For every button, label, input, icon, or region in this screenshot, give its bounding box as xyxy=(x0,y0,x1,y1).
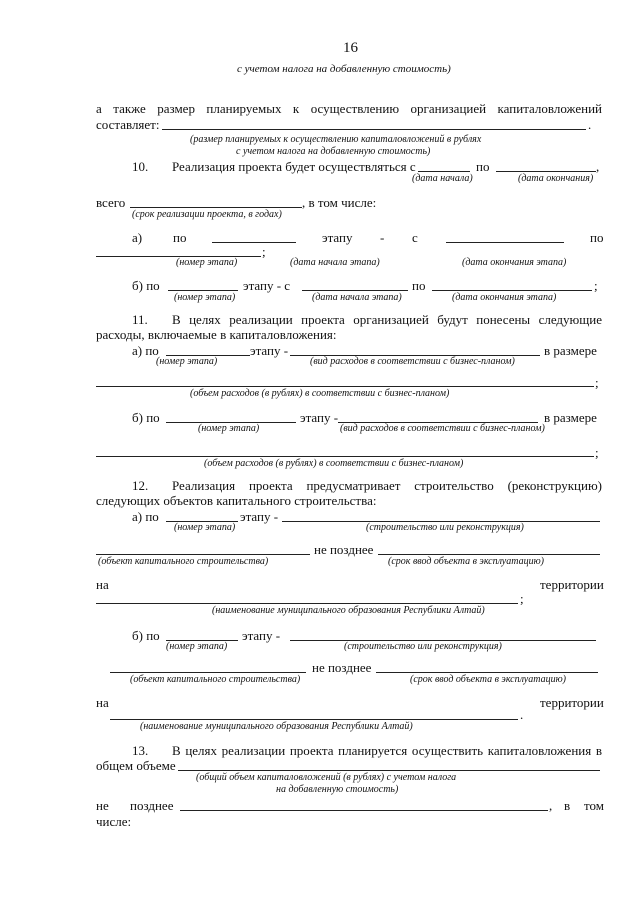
p13-tom: том xyxy=(584,798,604,813)
p10-a-po: по xyxy=(173,230,187,245)
p12-b-period: . xyxy=(520,707,524,722)
p13-v: в xyxy=(564,798,571,813)
page-subtitle: с учетом налога на добавленную стоимость) xyxy=(237,63,451,75)
object-b-municipality-field[interactable] xyxy=(110,719,518,720)
caption-stage-start: (дата начала этапа) xyxy=(290,257,380,268)
caption-expense-b-kind: (вид расходов в соответствии с бизнес-планом) xyxy=(340,423,545,434)
p10-a-po2: по xyxy=(590,230,604,245)
p11-a-etapu: этапу - xyxy=(250,343,289,358)
p11-number: 11. xyxy=(132,312,148,327)
expense-a-volume-field[interactable] xyxy=(96,386,594,387)
caption-object-b-stage: (номер этапа) xyxy=(166,641,228,652)
caption-stage-end: (дата окончания этапа) xyxy=(462,257,567,268)
p12-b-ne-pozdnee: не позднее xyxy=(312,660,372,675)
p12-a-label: а) по xyxy=(132,509,159,524)
object-a-name-field[interactable] xyxy=(96,554,310,555)
capital-deadline-field[interactable] xyxy=(180,810,548,811)
p10-a-dash: - xyxy=(380,230,385,245)
p11-a-label: а) по xyxy=(132,343,159,358)
caption-capital-amount-2: с учетом налога на добавленную стоимость) xyxy=(236,146,431,157)
p10-b-po: по xyxy=(412,278,426,293)
p10-vsego-tail: , в том числе: xyxy=(302,195,377,210)
p11-b-semicolon: ; xyxy=(595,445,599,460)
p10-b-label: б) по xyxy=(132,278,160,293)
expense-b-volume-field[interactable] xyxy=(96,456,594,457)
p12-a-ne-pozdnee: не позднее xyxy=(314,542,374,557)
caption-project-term: (срок реализации проекта, в годах) xyxy=(132,209,282,220)
p11-b-label: б) по xyxy=(132,410,160,425)
p11-a-semicolon: ; xyxy=(595,375,599,390)
caption-object-a-stage: (номер этапа) xyxy=(174,522,236,533)
p11-b-etapu: этапу - xyxy=(300,410,339,425)
p12-b-na: на xyxy=(96,695,109,710)
caption-stage-number: (номер этапа) xyxy=(176,257,238,268)
p12-line-2: следующих объектов капитального строительства: xyxy=(96,493,377,508)
project-end-date-field[interactable] xyxy=(496,171,596,172)
p12-b-territorii: территории xyxy=(540,695,604,710)
p13-line-2: общем объеме xyxy=(96,758,176,773)
total-capital-field[interactable] xyxy=(178,770,600,771)
p13-comma: , xyxy=(549,798,553,813)
p10-a-label: а) xyxy=(132,230,143,245)
stage-a-start-date-field[interactable] xyxy=(446,242,564,243)
object-b-commission-field[interactable] xyxy=(376,672,598,673)
caption-object-b-municipality: (наименование муниципального образования Республики Алтай) xyxy=(140,721,413,732)
p12-b-label: б) по xyxy=(132,628,160,643)
caption-total-capital-2: на добавленную стоимость) xyxy=(276,784,399,795)
p10-comma: , xyxy=(596,159,600,174)
page-number: 16 xyxy=(343,40,358,56)
p13-ne: не xyxy=(96,798,109,813)
caption-object-a-build-type: (строительство или реконструкция) xyxy=(366,522,524,533)
p13-pozdnee: позднее xyxy=(130,798,174,813)
object-a-municipality-field[interactable] xyxy=(96,603,518,604)
intro-line-2: составляет: xyxy=(96,117,160,132)
p11-line-2: расходы, включаемые в капиталовложения: xyxy=(96,327,337,342)
caption-object-b-commission: (срок ввод объекта в эксплуатацию) xyxy=(410,674,566,685)
project-term-field[interactable] xyxy=(130,207,302,208)
caption-stage-b-end: (дата окончания этапа) xyxy=(452,292,557,303)
caption-expense-b-volume: (объем расходов (в рублях) в соответствии с бизнес-планом) xyxy=(204,458,464,469)
caption-expense-b-stage: (номер этапа) xyxy=(198,423,260,434)
caption-object-a-municipality: (наименование муниципального образования Республики Алтай) xyxy=(212,605,485,616)
p12-number: 12. xyxy=(132,478,149,493)
p10-b-etapu: этапу - с xyxy=(243,278,291,293)
p13-line-1: В целях реализации проекта планируется осуществить капиталовложения в xyxy=(172,743,602,758)
p12-a-etapu: этапу - xyxy=(240,509,279,524)
p10-a-semicolon: ; xyxy=(262,244,266,259)
p13-number: 13. xyxy=(132,743,149,758)
p12-a-territorii: территории xyxy=(540,577,604,592)
p10-a-etapu: этапу xyxy=(322,230,353,245)
stage-b-number-field[interactable] xyxy=(168,290,238,291)
p11-a-razmere: в размере xyxy=(544,343,597,358)
caption-stage-b-number: (номер этапа) xyxy=(174,292,236,303)
p10-po: по xyxy=(476,159,490,174)
p12-a-na: на xyxy=(96,577,109,592)
object-a-commission-field[interactable] xyxy=(378,554,600,555)
p10-b-semicolon: ; xyxy=(594,278,598,293)
caption-total-capital: (общий объем капиталовложений (в рублях) с учетом налога xyxy=(196,772,457,783)
caption-capital-amount: (размер планируемых к осуществлению капиталовложений в рублях xyxy=(190,134,482,145)
intro-line-1: а также размер планируемых к осуществлению организацией капиталовложений xyxy=(96,101,602,116)
caption-expense-a-kind: (вид расходов в соответствии с бизнес-планом) xyxy=(310,356,515,367)
caption-expense-a-stage: (номер этапа) xyxy=(156,356,218,367)
p10-vsego: всего xyxy=(96,195,126,210)
caption-object-a-commission: (срок ввод объекта в эксплуатацию) xyxy=(388,556,544,567)
caption-expense-a-volume: (объем расходов (в рублях) в соответствии с бизнес-планом) xyxy=(190,388,450,399)
p12-b-etapu: этапу - xyxy=(242,628,281,643)
object-b-name-field[interactable] xyxy=(110,672,306,673)
p12-line-1: Реализация проекта предусматривает строительство (реконструкцию) xyxy=(172,478,602,493)
p13-chisle: числе: xyxy=(96,814,132,829)
p10-number: 10. xyxy=(132,159,149,174)
p11-line-1: В целях реализации проекта организацией будут понесены следующие xyxy=(172,312,602,327)
caption-start-date: (дата начала) xyxy=(412,173,473,184)
p11-b-razmere: в размере xyxy=(544,410,597,425)
p10-text: Реализация проекта будет осуществляться с xyxy=(172,159,416,174)
caption-object-b-build-type: (строительство или реконструкция) xyxy=(344,641,502,652)
p12-a-semicolon: ; xyxy=(520,591,524,606)
p10-a-s: с xyxy=(412,230,418,245)
caption-stage-b-start: (дата начала этапа) xyxy=(312,292,402,303)
intro-end: . xyxy=(588,117,592,132)
stage-a-number-field-top[interactable] xyxy=(212,242,296,243)
project-start-date-field[interactable] xyxy=(418,171,470,172)
stage-b-start-date-field[interactable] xyxy=(302,290,408,291)
caption-object-a-name: (объект капитального строительства) xyxy=(98,556,269,567)
caption-object-b-name: (объект капитального строительства) xyxy=(130,674,301,685)
stage-b-end-date-field[interactable] xyxy=(432,290,592,291)
caption-end-date: (дата окончания) xyxy=(518,173,594,184)
capital-amount-field[interactable] xyxy=(162,129,586,130)
